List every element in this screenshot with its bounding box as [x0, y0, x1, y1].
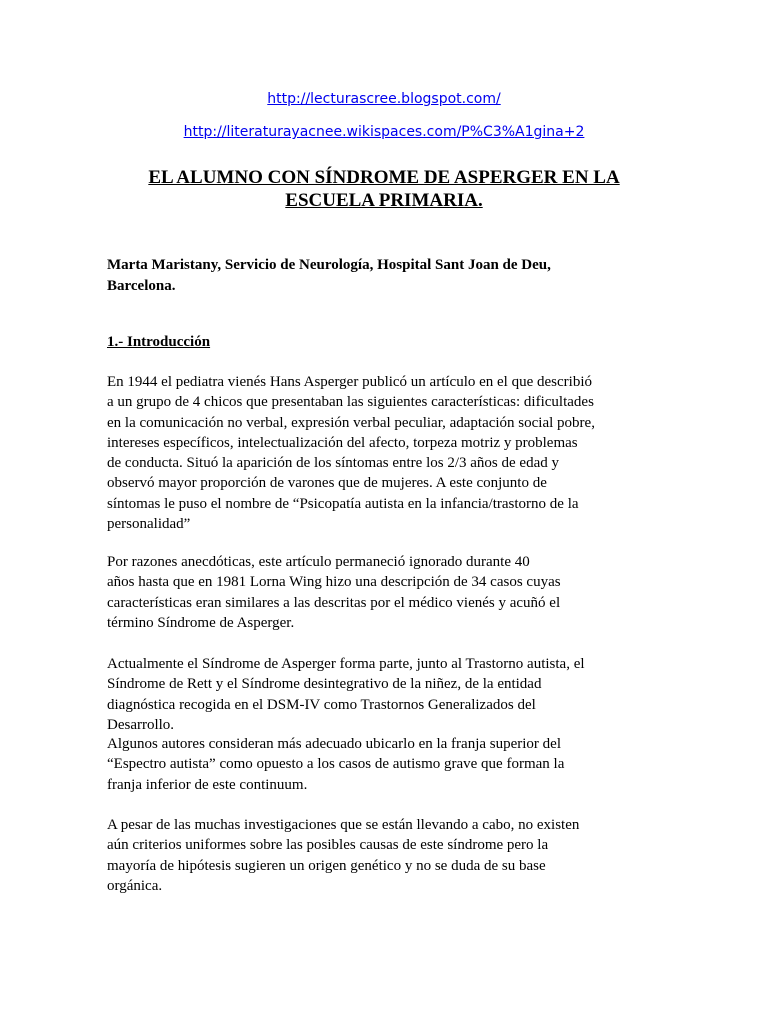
text-line: mayoría de hipótesis sugieren un origen genético y no se duda de su base — [107, 857, 546, 874]
text-line: diagnóstica recogida en el DSM-IV como Trastornos Generalizados del — [107, 696, 536, 713]
title-line-1: EL ALUMNO CON SÍNDROME DE ASPERGER EN LA — [148, 167, 620, 188]
text-line: Algunos autores consideran más adecuado ubicarlo en la franja superior del — [107, 736, 561, 752]
text-line: en la comunicación no verbal, expresión verbal peculiar, adaptación social pobre, — [107, 414, 595, 431]
text-line: Por razones anecdóticas, este artículo permaneció ignorado durante 40 — [107, 554, 530, 570]
text-line: años hasta que en 1981 Lorna Wing hizo una descripción de 34 casos cuyas — [107, 574, 561, 591]
text-line: A pesar de las muchas investigaciones que se están llevando a cabo, no existen — [107, 817, 580, 833]
section-heading: 1.- Introducción — [107, 334, 211, 350]
text-line: síntomas le puso el nombre de “Psicopatía autista en la infancia/trastorno de la — [107, 495, 579, 512]
text-line: Síndrome de Rett y el Síndrome desintegrativo de la niñez, de la entidad — [107, 676, 542, 693]
text-line: franja inferior de este continuum. — [107, 776, 308, 793]
text-line: En 1944 el pediatra vienés Hans Asperger publicó un artículo en el que describió — [107, 374, 592, 390]
paragraph-1 — [107, 372, 667, 534]
blog-link-row — [0, 91, 768, 107]
text-line: características eran similares a las descritas por el médico vienés y acuñó el — [107, 594, 561, 611]
author-line-2: Barcelona. — [107, 278, 176, 294]
document-title — [110, 166, 658, 212]
text-line: a un grupo de 4 chicos que presentaban las siguientes características: dificultades — [107, 394, 594, 411]
text-line: intereses específicos, intelectualización del afecto, torpeza motriz y problemas — [107, 434, 578, 451]
text-line: observó mayor proporción de varones que de mujeres. A este conjunto de — [107, 475, 547, 492]
paragraph-3 — [107, 654, 667, 735]
text-line: personalidad” — [107, 516, 191, 533]
text-line: orgánica. — [107, 877, 163, 894]
blog-link[interactable]: http://lecturascree.blogspot.com/ — [267, 91, 501, 107]
text-line: término Síndrome de Asperger. — [107, 614, 295, 631]
paragraph-5 — [107, 815, 667, 896]
wiki-link-row — [0, 124, 768, 140]
paragraph-2 — [107, 552, 667, 633]
text-line: Actualmente el Síndrome de Asperger forma parte, junto al Trastorno autista, el — [107, 656, 585, 672]
text-line: Desarrollo. — [107, 716, 175, 733]
text-line: aún criterios uniformes sobre las posibles causas de este síndrome pero la — [107, 837, 549, 854]
text-line: de conducta. Situó la aparición de los síntomas entre los 2/3 años de edad y — [107, 455, 559, 472]
author-line-1: Marta Maristany, Servicio de Neurología, Hospital Sant Joan de Deu, — [107, 257, 551, 273]
author-affiliation — [107, 255, 667, 297]
title-line-2: ESCUELA PRIMARIA. — [285, 190, 483, 211]
paragraph-4 — [107, 734, 667, 795]
wiki-link[interactable]: http://literaturayacnee.wikispaces.com/P%C3%A1gina+2 — [183, 124, 585, 140]
text-line: “Espectro autista” como opuesto a los casos de autismo grave que forman la — [107, 756, 565, 773]
